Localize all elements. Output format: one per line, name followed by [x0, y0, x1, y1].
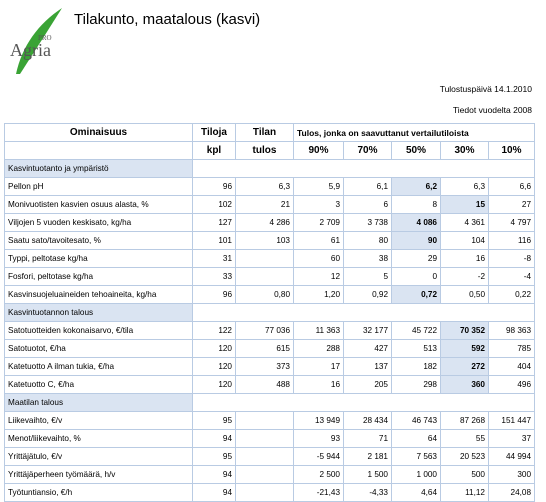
farms-count: 122 [193, 322, 236, 340]
table-row [5, 268, 535, 286]
row-label: Menot/liikevaihto, % [5, 430, 193, 448]
farms-count: 101 [193, 232, 236, 250]
value-p10: 404 [489, 358, 535, 376]
value-p50: 8 [392, 196, 441, 214]
table-header-row [5, 124, 535, 142]
farms-count: 94 [193, 430, 236, 448]
value-p70: 80 [344, 232, 392, 250]
value-p10: 496 [489, 376, 535, 394]
table-row [5, 340, 535, 358]
value-p70: 137 [344, 358, 392, 376]
value-p90: 3 [294, 196, 344, 214]
value-p50: 46 743 [392, 412, 441, 430]
value-p10: 37 [489, 430, 535, 448]
farm-result: 6,3 [236, 178, 294, 196]
row-label: Saatu sato/tavoitesato, % [5, 232, 193, 250]
farms-count: 120 [193, 340, 236, 358]
section-filler [193, 394, 535, 412]
col-subheader-kpl: kpl [193, 142, 236, 160]
value-p50: 64 [392, 430, 441, 448]
table-row [5, 322, 535, 340]
table-row [5, 412, 535, 430]
table-row [5, 178, 535, 196]
value-p30: 104 [441, 232, 489, 250]
farms-count: 33 [193, 268, 236, 286]
section-row [5, 304, 535, 322]
table-row [5, 430, 535, 448]
row-label: Yrittäjäperheen työmäärä, h/v [5, 466, 193, 484]
value-p50: 45 722 [392, 322, 441, 340]
value-p70: 0,92 [344, 286, 392, 304]
table-row [5, 466, 535, 484]
table-row [5, 358, 535, 376]
value-p50: 6,2 [392, 178, 441, 196]
leaf-logo-icon [8, 6, 68, 76]
value-p30: 15 [441, 196, 489, 214]
value-p70: 1 500 [344, 466, 392, 484]
value-p70: 205 [344, 376, 392, 394]
value-p90: -21,43 [294, 484, 344, 502]
farms-count: 96 [193, 178, 236, 196]
value-p50: 90 [392, 232, 441, 250]
value-p30: 272 [441, 358, 489, 376]
row-label: Fosfori, peltotase kg/ha [5, 268, 193, 286]
value-p30: 87 268 [441, 412, 489, 430]
value-p10: 6,6 [489, 178, 535, 196]
row-label: Monivuotisten kasvien osuus alasta, % [5, 196, 193, 214]
section-filler [193, 160, 535, 178]
farm-result [236, 448, 294, 466]
value-p10: 300 [489, 466, 535, 484]
value-p10: -4 [489, 268, 535, 286]
value-p10: 4 797 [489, 214, 535, 232]
farm-result: 4 286 [236, 214, 294, 232]
value-p50: 0 [392, 268, 441, 286]
value-p30: 500 [441, 466, 489, 484]
value-p90: 11 363 [294, 322, 344, 340]
table-row [5, 286, 535, 304]
farm-result [236, 466, 294, 484]
col-header-p50: 50% [392, 142, 441, 160]
col-header-comparison: Tulos, jonka on saavuttanut vertailutiloista [294, 124, 535, 142]
section-title: Maatilan talous [5, 394, 193, 412]
farm-result [236, 250, 294, 268]
col-subheader-tulos: tulos [236, 142, 294, 160]
farms-count: 96 [193, 286, 236, 304]
farms-count: 127 [193, 214, 236, 232]
farms-count: 95 [193, 412, 236, 430]
value-p10: 785 [489, 340, 535, 358]
table-body [5, 160, 535, 502]
row-label: Satotuotot, €/ha [5, 340, 193, 358]
section-row [5, 160, 535, 178]
value-p90: 2 709 [294, 214, 344, 232]
col-header-property: Ominaisuus [5, 124, 193, 142]
value-p30: 16 [441, 250, 489, 268]
farms-count: 94 [193, 466, 236, 484]
value-p90: 1,20 [294, 286, 344, 304]
table-row [5, 214, 535, 232]
value-p10: -8 [489, 250, 535, 268]
value-p90: 288 [294, 340, 344, 358]
value-p50: 29 [392, 250, 441, 268]
farm-result: 488 [236, 376, 294, 394]
value-p90: 61 [294, 232, 344, 250]
value-p90: 12 [294, 268, 344, 286]
value-p30: 70 352 [441, 322, 489, 340]
section-row [5, 394, 535, 412]
farms-count: 120 [193, 358, 236, 376]
row-label: Liikevaihto, €/v [5, 412, 193, 430]
col-header-p90: 90% [294, 142, 344, 160]
value-p90: 2 500 [294, 466, 344, 484]
farms-count: 94 [193, 484, 236, 502]
farms-count: 102 [193, 196, 236, 214]
value-p50: 298 [392, 376, 441, 394]
value-p50: 182 [392, 358, 441, 376]
value-p70: 6,1 [344, 178, 392, 196]
value-p90: 17 [294, 358, 344, 376]
page-title: Tilakunto, maatalous (kasvi) [74, 11, 261, 28]
value-p70: 6 [344, 196, 392, 214]
value-p30: 4 361 [441, 214, 489, 232]
value-p90: 60 [294, 250, 344, 268]
value-p70: 71 [344, 430, 392, 448]
row-label: Katetuotto C, €/ha [5, 376, 193, 394]
svg-text:PRO: PRO [38, 34, 52, 42]
value-p10: 27 [489, 196, 535, 214]
row-label: Kasvinsuojeluaineiden tehoaineita, kg/ha [5, 286, 193, 304]
farm-result [236, 484, 294, 502]
farm-result: 77 036 [236, 322, 294, 340]
value-p90: 16 [294, 376, 344, 394]
value-p30: 20 523 [441, 448, 489, 466]
value-p70: 38 [344, 250, 392, 268]
row-label: Työtuntiansio, €/h [5, 484, 193, 502]
farm-result [236, 430, 294, 448]
farm-result [236, 412, 294, 430]
proagria-logo [8, 6, 68, 76]
row-label: Yrittäjätulo, €/v [5, 448, 193, 466]
value-p50: 4 086 [392, 214, 441, 232]
farm-result: 373 [236, 358, 294, 376]
table-row [5, 196, 535, 214]
value-p50: 0,72 [392, 286, 441, 304]
value-p90: 13 949 [294, 412, 344, 430]
value-p50: 7 563 [392, 448, 441, 466]
value-p90: 5,9 [294, 178, 344, 196]
table-row [5, 232, 535, 250]
row-label: Pellon pH [5, 178, 193, 196]
col-subheader-empty [5, 142, 193, 160]
farms-count: 31 [193, 250, 236, 268]
farm-result: 21 [236, 196, 294, 214]
value-p70: 2 181 [344, 448, 392, 466]
value-p70: 5 [344, 268, 392, 286]
value-p70: 32 177 [344, 322, 392, 340]
farms-count: 95 [193, 448, 236, 466]
value-p30: 592 [441, 340, 489, 358]
value-p50: 1 000 [392, 466, 441, 484]
value-p50: 513 [392, 340, 441, 358]
row-label: Typpi, peltotase kg/ha [5, 250, 193, 268]
value-p10: 0,22 [489, 286, 535, 304]
row-label: Katetuotto A ilman tukia, €/ha [5, 358, 193, 376]
value-p10: 24,08 [489, 484, 535, 502]
col-header-farms: Tiloja [193, 124, 236, 142]
section-title: Kasvintuotanto ja ympäristö [5, 160, 193, 178]
table-row [5, 484, 535, 502]
print-date: Tulostuspäivä 14.1.2010 [439, 84, 532, 94]
farm-result [236, 268, 294, 286]
farm-result: 0,80 [236, 286, 294, 304]
col-header-p30: 30% [441, 142, 489, 160]
row-label: Satotuotteiden kokonaisarvo, €/tila [5, 322, 193, 340]
table-row [5, 376, 535, 394]
table-subheader-row [5, 142, 535, 160]
value-p70: 427 [344, 340, 392, 358]
data-year: Tiedot vuodelta 2008 [452, 105, 532, 115]
value-p30: 55 [441, 430, 489, 448]
value-p10: 116 [489, 232, 535, 250]
col-header-p10: 10% [489, 142, 535, 160]
section-filler [193, 304, 535, 322]
value-p30: 11,12 [441, 484, 489, 502]
value-p30: 6,3 [441, 178, 489, 196]
farm-result: 615 [236, 340, 294, 358]
value-p30: -2 [441, 268, 489, 286]
farms-count: 120 [193, 376, 236, 394]
table-row [5, 448, 535, 466]
col-header-p70: 70% [344, 142, 392, 160]
value-p90: -5 944 [294, 448, 344, 466]
value-p10: 98 363 [489, 322, 535, 340]
value-p30: 360 [441, 376, 489, 394]
results-table [4, 123, 535, 502]
value-p90: 93 [294, 430, 344, 448]
value-p50: 4,64 [392, 484, 441, 502]
value-p10: 44 994 [489, 448, 535, 466]
table-row [5, 250, 535, 268]
value-p30: 0,50 [441, 286, 489, 304]
value-p70: 28 434 [344, 412, 392, 430]
svg-text:Agria: Agria [10, 40, 51, 60]
section-title: Kasvintuotannon talous [5, 304, 193, 322]
farm-result: 103 [236, 232, 294, 250]
value-p70: -4,33 [344, 484, 392, 502]
col-header-result: Tilan [236, 124, 294, 142]
value-p10: 151 447 [489, 412, 535, 430]
value-p70: 3 738 [344, 214, 392, 232]
row-label: Viljojen 5 vuoden keskisato, kg/ha [5, 214, 193, 232]
